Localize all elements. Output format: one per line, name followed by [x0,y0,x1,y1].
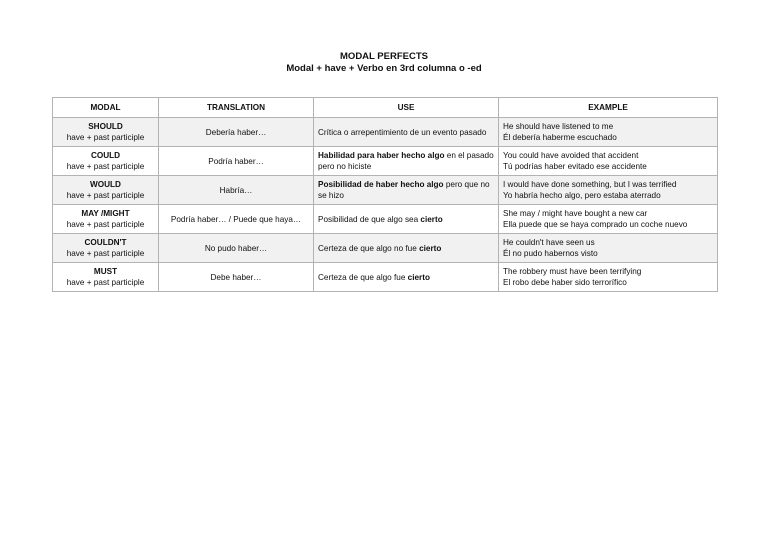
example-cell [499,205,718,234]
header-use: USE [314,98,499,118]
document-header [0,51,768,75]
example-english: The robbery must have been terrifying [503,267,642,276]
use-text-bold: Habilidad para haber hecho algo [318,151,445,160]
modal-name: MAY /MIGHT [81,209,130,218]
translation-cell: Debería haber… [159,118,314,147]
use-text-bold: Posibilidad de haber hecho algo [318,180,444,189]
use-cell [314,147,499,176]
example-cell [499,176,718,205]
modal-structure: have + past participle [66,162,145,171]
example-english: He couldn't have seen us [503,238,595,247]
modal-name: COULD [90,151,121,160]
translation-cell: Habría… [159,176,314,205]
header-row [53,98,718,118]
table-row [53,263,718,292]
use-text: Certeza de que algo no fue [318,243,420,253]
example-spanish: El robo debe haber sido terrorífico [503,278,627,287]
page-subtitle: Modal + have + Verbo en 3rd columna o -ed [286,63,482,74]
example-spanish: Él debería haberme escuchado [503,133,617,142]
modal-cell [53,234,159,263]
modal-name: MUST [93,267,118,276]
modal-name: COULDN'T [84,238,127,247]
example-english: You could have avoided that accident [503,151,639,160]
modal-structure: have + past participle [66,191,145,200]
use-cell [314,176,499,205]
example-cell [499,263,718,292]
modal-structure: have + past participle [66,220,145,229]
example-cell [499,118,718,147]
modal-name: SHOULD [88,122,123,131]
example-spanish: Tú podrías haber evitado ese accidente [503,162,647,171]
example-english: She may / might have bought a new car [503,209,648,218]
modal-name: WOULD [90,180,121,189]
use-text-bold: cierto [419,243,442,253]
use-text: pero que no se hizo [318,180,490,200]
use-text: en el pasado pero no hiciste [318,151,494,171]
use-cell [314,263,499,292]
modal-structure: have + past participle [66,133,145,142]
page-title: MODAL PERFECTS [340,51,428,62]
example-cell [499,147,718,176]
modal-cell [53,118,159,147]
use-cell [314,118,499,147]
modal-perfects-table [52,97,718,292]
modal-structure: have + past participle [66,278,145,287]
table-row [53,147,718,176]
table-row [53,176,718,205]
header-example: EXAMPLE [499,98,718,118]
example-spanish: Él no pudo habernos visto [503,249,598,258]
example-cell [499,234,718,263]
use-text-bold: cierto [420,214,443,224]
modal-cell [53,176,159,205]
table-row [53,234,718,263]
use-text: Posibilidad de que algo sea [318,214,421,224]
translation-cell: Podría haber… [159,147,314,176]
header-modal: MODAL [53,98,159,118]
use-cell [314,234,499,263]
table-row [53,205,718,234]
translation-cell: Debe haber… [159,263,314,292]
translation-cell: No pudo haber… [159,234,314,263]
modal-structure: have + past participle [66,249,145,258]
use-cell [314,205,499,234]
modal-cell [53,205,159,234]
example-spanish: Ella puede que se haya comprado un coche nuevo [503,220,688,229]
translation-cell: Podría haber… / Puede que haya… [159,205,314,234]
example-english: He should have listened to me [503,122,614,131]
table-row [53,118,718,147]
use-text: Crítica o arrepentimiento de un evento pasado [318,127,487,137]
example-spanish: Yo habría hecho algo, pero estaba aterrado [503,191,661,200]
header-translation: TRANSLATION [159,98,314,118]
use-text: Certeza de que algo fue [318,272,408,282]
example-english: I would have done something, but I was terrified [503,180,677,189]
modal-cell [53,147,159,176]
table-body [53,118,718,292]
use-text-bold: cierto [407,272,430,282]
modal-cell [53,263,159,292]
